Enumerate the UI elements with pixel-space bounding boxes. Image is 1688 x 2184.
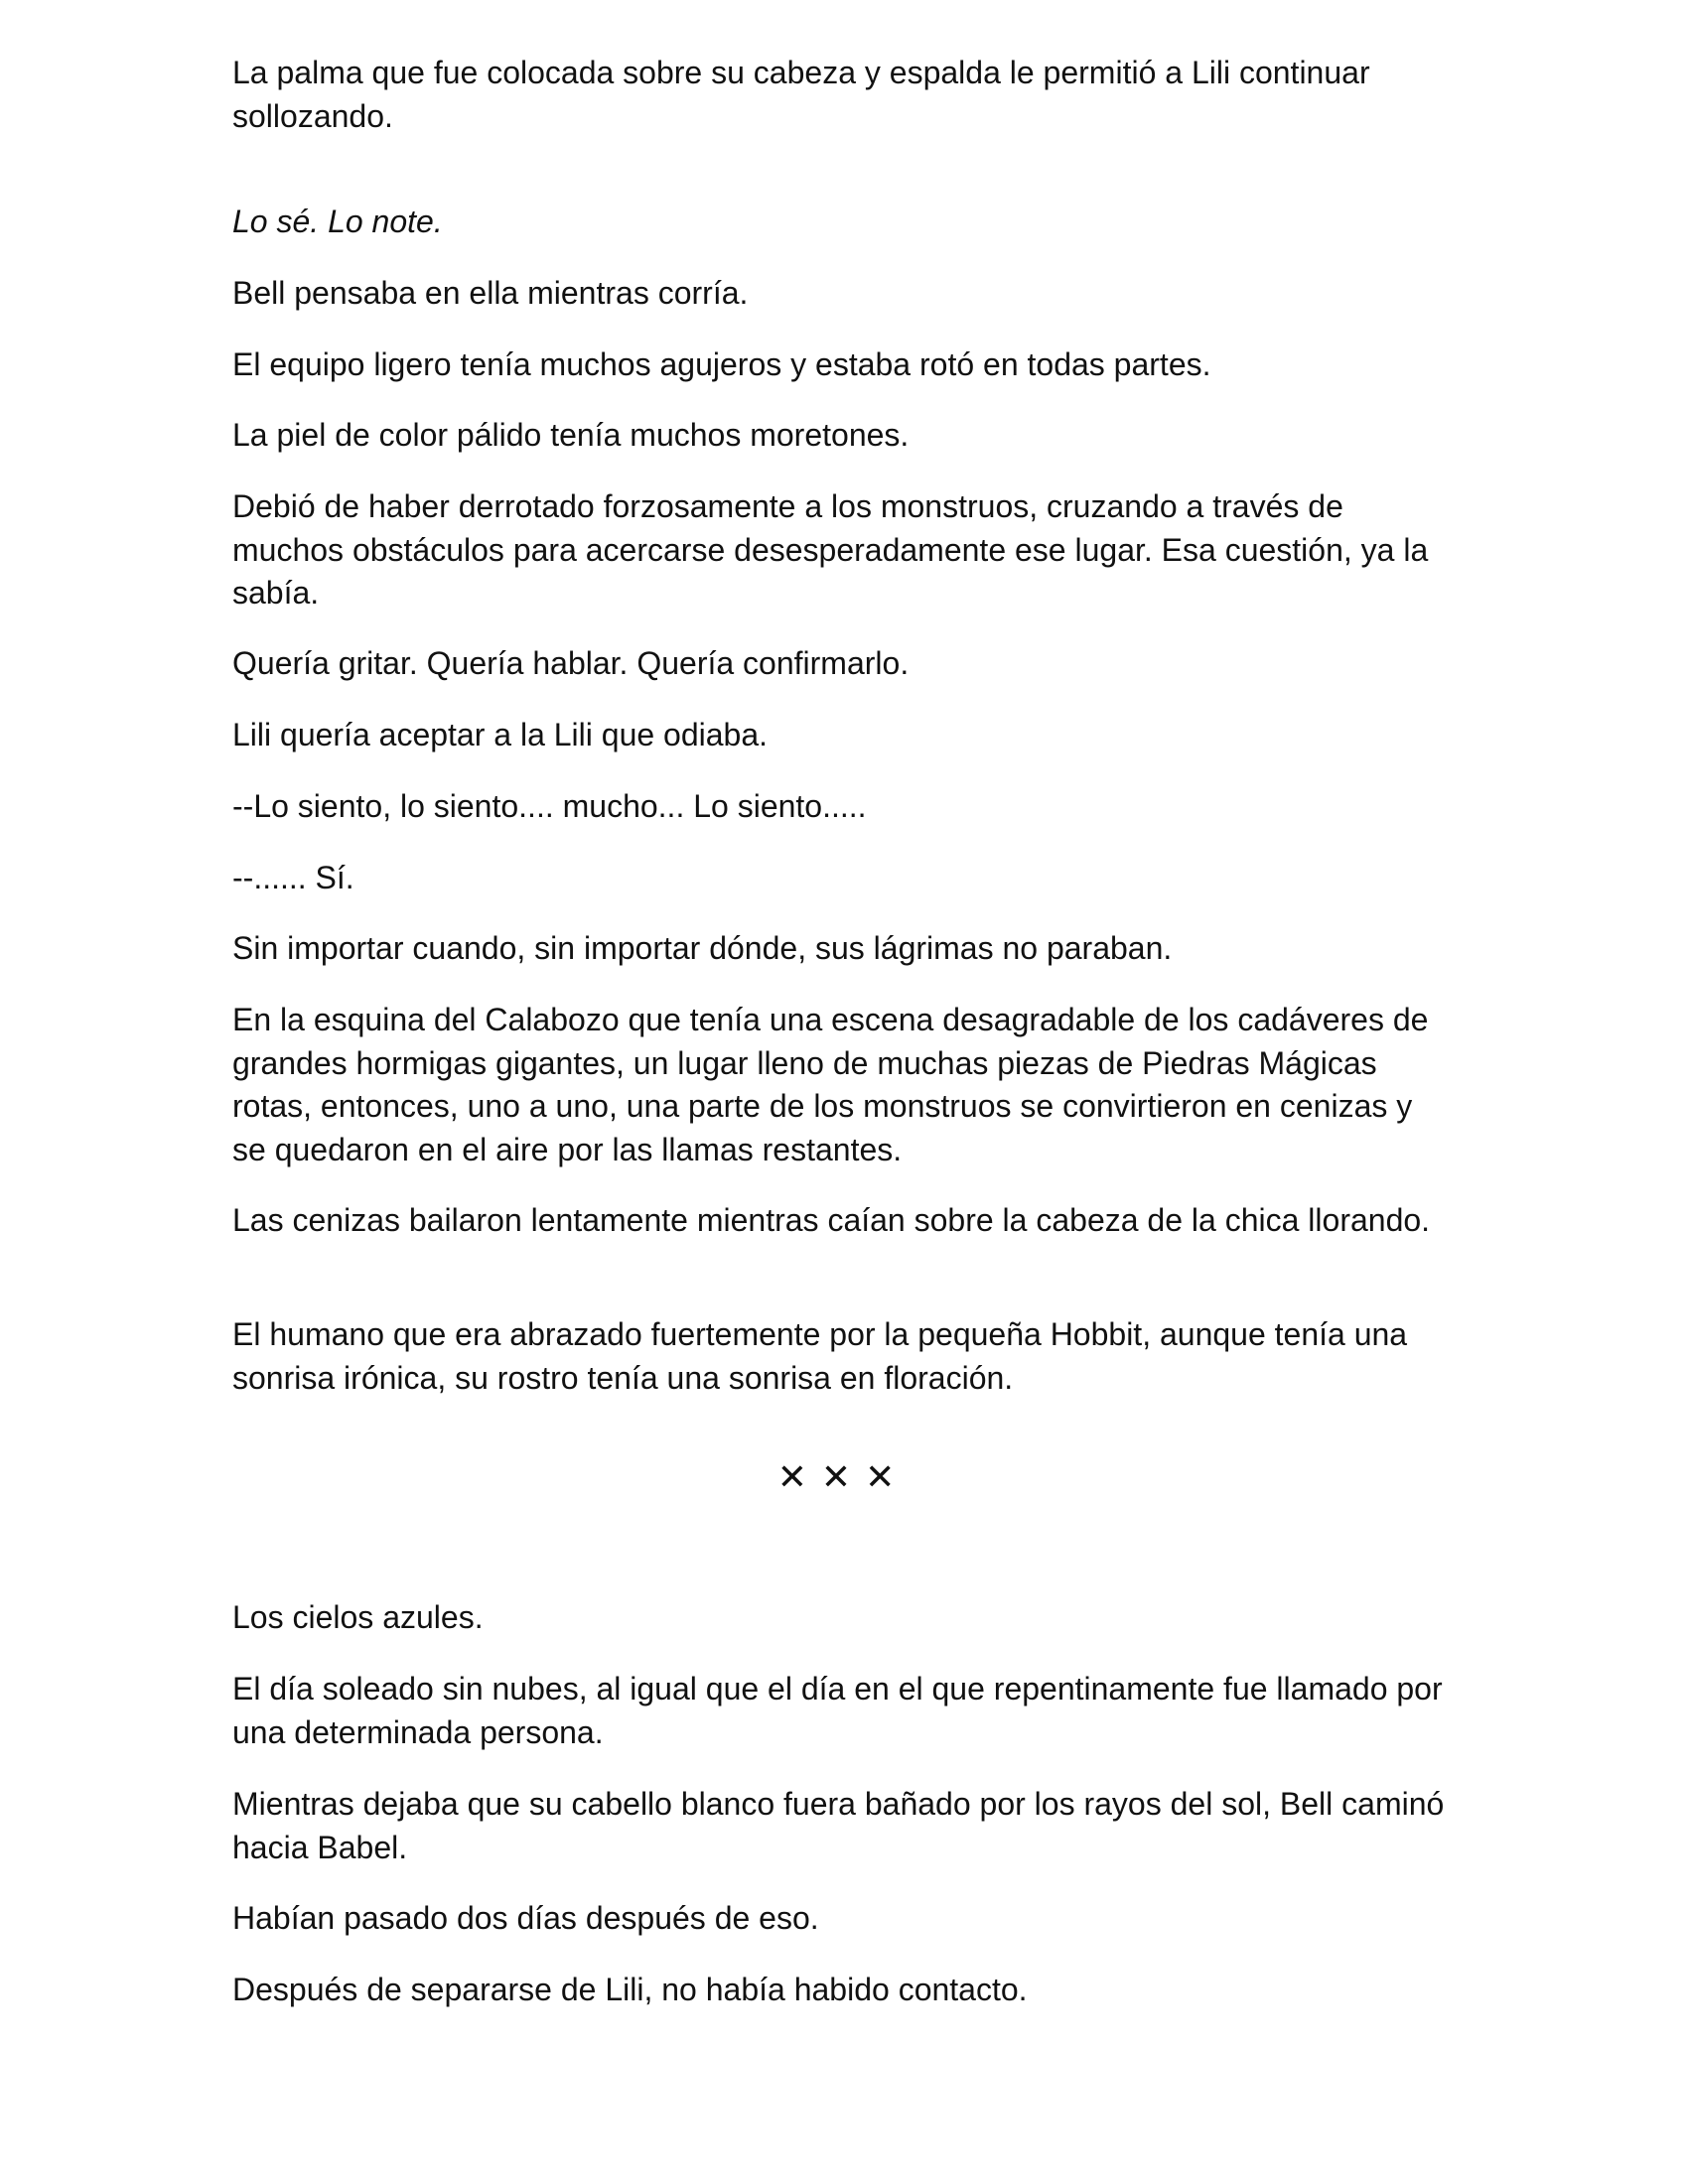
paragraph: Los cielos azules.	[232, 1599, 484, 1635]
dialogue-line: --...... Sí.	[232, 860, 354, 895]
paragraph: La palma que fue colocada sobre su cabeza y espalda le permitió a Lili continuar sollozando.	[232, 55, 1370, 134]
dialogue-line: --Lo siento, lo siento.... mucho... Lo siento.....	[232, 788, 867, 824]
paragraph: Sin importar cuando, sin importar dónde, sus lágrimas no paraban.	[232, 930, 1173, 966]
paragraph: Debió de haber derrotado forzosamente a los monstruos, cruzando a través de muchos obstáculos para acercarse desesperadamente ese lugar. Esa cuestión, ya la sabía.	[232, 488, 1429, 611]
paragraph: Bell pensaba en ella mientras corría.	[232, 275, 749, 311]
paragraph: El equipo ligero tenía muchos agujeros y estaba rotó en todas partes.	[232, 346, 1211, 382]
paragraph: Después de separarse de Lili, no había habido contacto.	[232, 1972, 1028, 2007]
paragraph: Las cenizas bailaron lentamente mientras caían sobre la cabeza de la chica llorando.	[232, 1202, 1431, 1238]
scene-break-separator: ✕✕✕	[776, 1457, 910, 1498]
paragraph: Quería gritar. Quería hablar. Quería confirmarlo.	[232, 645, 910, 681]
paragraph-italic-thought: Lo sé. Lo note.	[232, 204, 443, 239]
paragraph: Habían pasado dos días después de eso.	[232, 1900, 819, 1936]
paragraph: El humano que era abrazado fuertemente por la pequeña Hobbit, aunque tenía una sonrisa irónica, su rostro tenía una sonrisa en floración.	[232, 1316, 1408, 1396]
paragraph: Lili quería aceptar a la Lili que odiaba.	[232, 717, 769, 752]
paragraph: En la esquina del Calabozo que tenía una escena desagradable de los cadáveres de grandes hormigas gigantes, un lugar lleno de muchas piezas de Piedras Mágicas rotas, entonces, uno a uno, una parte de los monstruos se convirtieron en cenizas y se quedaron en el aire por las llamas restantes.	[232, 1002, 1429, 1167]
paragraph: El día soleado sin nubes, al igual que el día en el que repentinamente fue llamado por una determinada persona.	[232, 1671, 1443, 1750]
paragraph: Mientras dejaba que su cabello blanco fuera bañado por los rayos del sol, Bell caminó hacia Babel.	[232, 1786, 1445, 1865]
paragraph: La piel de color pálido tenía muchos moretones.	[232, 417, 910, 453]
